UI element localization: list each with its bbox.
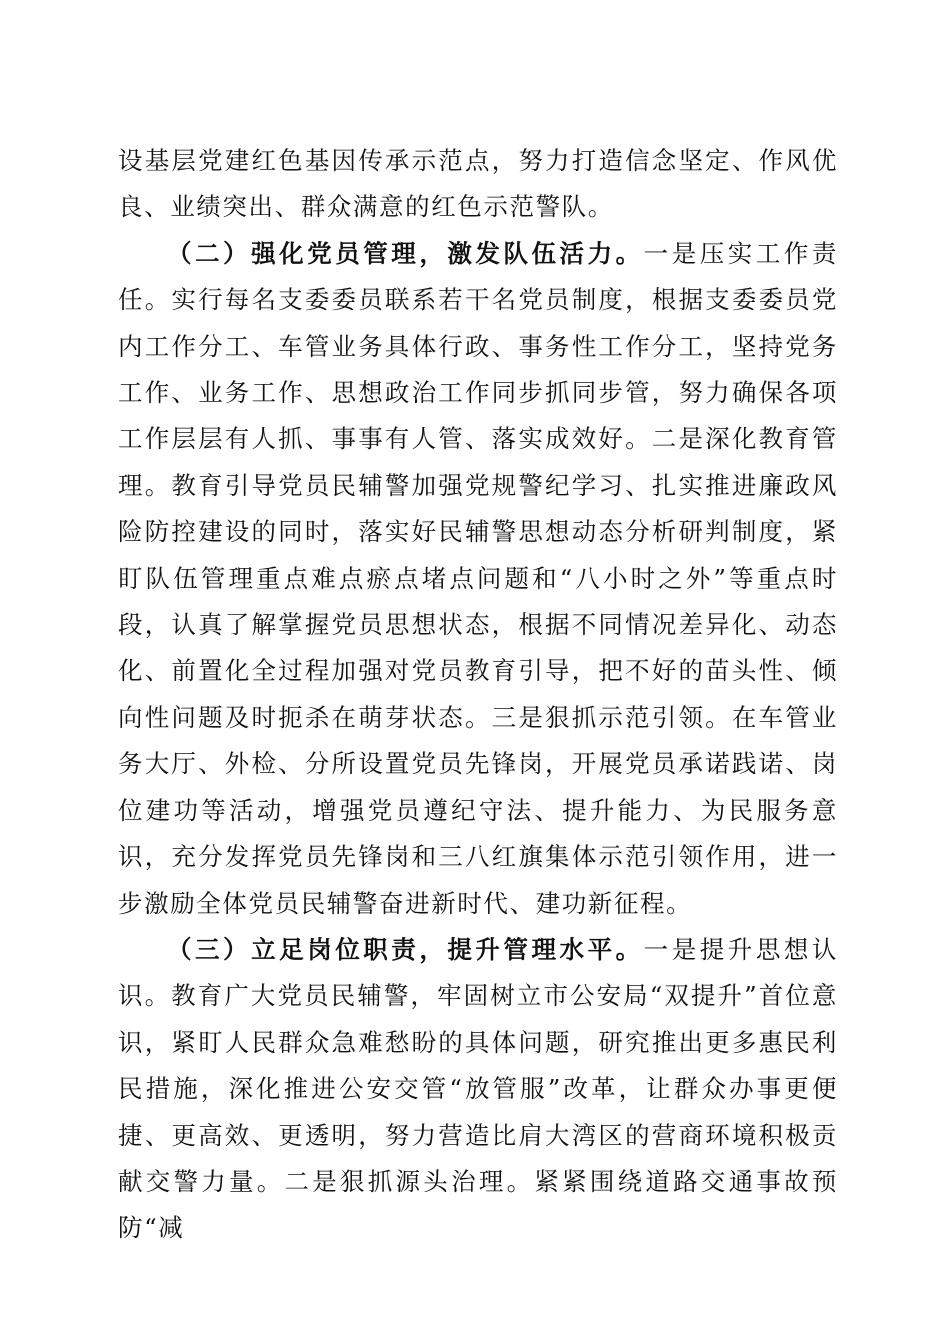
- paragraph-text: 设基层党建红色基因传承示范点，努力打造信念坚定、作风优良、业绩突出、群众满意的红色示范警队。: [118, 146, 838, 222]
- section-heading: （二）强化党员管理，激发队伍活力。: [167, 238, 644, 268]
- paragraph-continuation: [118, 138, 838, 231]
- paragraph-section-2: [118, 231, 838, 927]
- section-heading: （三）立足岗位职责，提升管理水平。: [167, 934, 644, 964]
- paragraph-text: 一是压实工作责任。实行每名支委委员联系若干名党员制度，根据支委委员党内工作分工、车管业务具体行政、事务性工作分工，坚持党务工作、业务工作、思想政治工作同步抓同步管，努力确保各项工作层层有人抓、事事有人管、落实成效好。二是深化教育管理。教育引导党员民辅警加强党规警纪学习、扎实推进廉政风险防控建设的同时，落实好民辅警思想动态分析研判制度，紧盯队伍管理重点难点瘀点堵点问题和“八小时之外”等重点时段，认真了解掌握党员思想状态，根据不同情况差异化、动态化、前置化全过程加强对党员教育引导，把不好的苗头性、倾向性问题及时扼杀在萌芽状态。三是狠抓示范引领。在车管业务大厅、外检、分所设置党员先锋岗，开展党员承诺践诺、岗位建功等活动，增强党员遵纪守法、提升能力、为民服务意识，充分发挥党员先锋岗和三八红旗集体示范引领作用，进一步激励全体党员民辅警奋进新时代、建功新征程。: [118, 238, 839, 918]
- document-body: [118, 138, 838, 1252]
- paragraph-section-3: [118, 927, 838, 1252]
- paragraph-text: 一是提升思想认识。教育广大党员民辅警，牢固树立市公安局“双提升”首位意识，紧盯人民群众急难愁盼的具体问题，研究推出更多惠民利民措施，深化推进公安交管“放管服”改革，让群众办事更便捷、更高效、更透明，努力营造比肩大湾区的营商环境积极贡献交警力量。二是狠抓源头治理。紧紧围绕道路交通事故预防“减: [118, 934, 839, 1243]
